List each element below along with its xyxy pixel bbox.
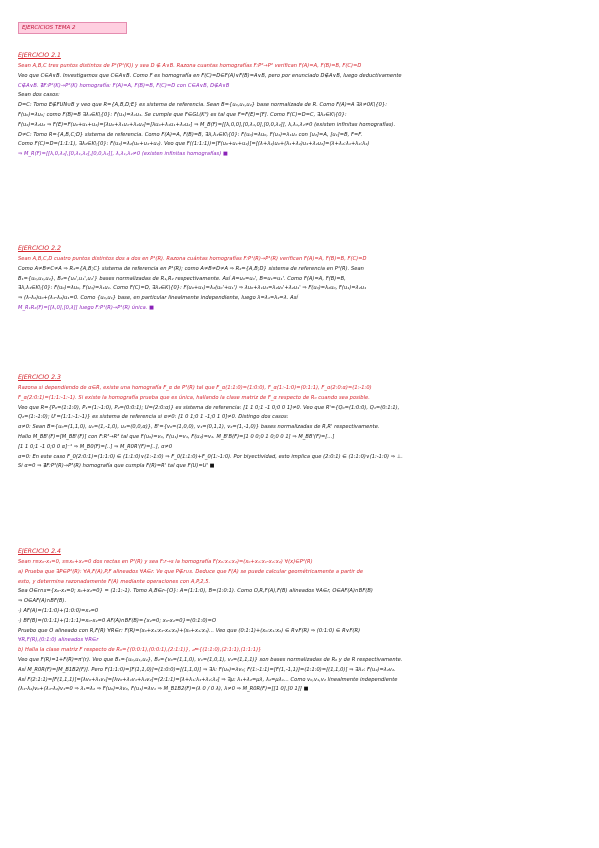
text-line: Pruebo que O alineado con R,F(R) ∀R∈r: F(R)=(x₀+x₁:x₁-x₂:x₂)+(x₀+x₁:x₁)... Veo que (0:1:1)+(x₀:x₁:x₂) ∈ R∨F(R) ⇒ (0:1:0) ∈ R∨F(R) bbox=[18, 627, 361, 634]
exercise-2-2 bbox=[18, 243, 589, 314]
text-line: F(u₀)=λu₀; como F(B)=B ∃λ₁∈K\{0}: F(u₁)=λ₁u₁. Se cumple que F∈GL(K³) es tal que F=F(E)=[F]. Como F(C)=D=C, ∃λ₂∈K\{0}: bbox=[18, 111, 347, 118]
text-line: ⇒ O∈AF(A)∩BF(B). bbox=[18, 598, 67, 605]
exercise-heading: EJERCICIO 2.4 bbox=[18, 548, 61, 555]
exercise-2-4 bbox=[18, 546, 589, 695]
text-line: Veo que F(R)=1+F(R)=π'(r). Veo que B₁={u₀,u₁,u₂}, B₂={v₀=(1,1,0), v₁=(1,0,1), v₂=(1,1,1)} son bases normalizadas de R₀ y de R respectivamente. bbox=[18, 656, 403, 663]
text-line: Como A≠B≠C≠A ⇒ R₁={A,B;C} sistema de referencia en P¹(R); como A≠B≠D≠A ⇒ R₂={A,B;D} sistema de referencia en P¹(R). Sean bbox=[18, 265, 364, 272]
text-line: [1 1 0;1 -1 0;0 0 α]⁻¹ ⇒ M_B0(F)=[..] ⇒ M_R0R'(F)=[..], α≠0 bbox=[18, 443, 173, 450]
text-line: ·) BF(B)=(0:1:1)+(1:1:1)=x₀-x₂=0 AF(A)∩BF(B)={x₂=0; x₀-x₂=0}=(0:1:0)=O bbox=[18, 617, 217, 624]
text-line: (λ₁-λ₂)v₀+(λ₁-λ₂)v₁=0 ⇒ λ₁=λ₂ ⇒ F(u₀)=λv₀, F(u₁)=λv₁ ⇒ M_B1B2(F)=(λ 0 / 0 λ), λ≠0 ⇒ M_R0R(F)=[[1 0],[0 1]] ■ bbox=[18, 686, 309, 693]
text-line: Hallo M_BB'(F)=[M_BB'(F)] con F:R³→R³ tal que F(u₀)=v₀, F(u₁)=v₁, F(u₂)=v₂. M_B'B(F)=[1 0 0;0 1 0;0 0 1] ⇒ M_BB'(F)=[...] bbox=[18, 433, 335, 440]
text-line: Sean dos casos: bbox=[18, 92, 60, 99]
text-line: α=0: En este caso F_0(2:0:1)=(1:1:0) ∈ (1:1:0)∨(1:-1:0) ⇒ F_0(1:1:0)+F_0(1:-1:0). Por biyectividad, esto implica que (2:0:1) ∈ (1:1:0)∨(1:-1:0) ⇒ ⊥. bbox=[18, 453, 403, 460]
text-line: Como F(C)=D=(1:1:1), ∃λ₂∈K\{0}: F(u₂)=λ₂(u₀+u₁+u₂). Veo que F((1:1:1))=[F(u₀+u₁+u₂)]=[(λ+λ₂)u₀+(λ₁+λ₂)u₁+λ₂u₂]=(λ+λ₂:λ₁+λ₂:λ₂) bbox=[18, 141, 370, 148]
text-line: F(u₂)=λ₂u₂ ⇒ F(E)=F(u₀+u₁+u₂)=[λu₀+λ₁u₁+λ₂u₂]=[λu₀+λ₁u₁+λ₂u₂] ⇒ M_B(F)=[[λ,0,0],[0,λ₁,0],[0,0,λ₂]], λ,λ₁,λ₂≠0 (existen infinitas homografías). bbox=[18, 121, 396, 128]
exercise-2-3 bbox=[18, 372, 589, 472]
text-line: ·) AF(A)=(1:1:0)+(1:0:0)=x₂=0 bbox=[18, 607, 99, 614]
text-line: ∀R,F(R),(0:1:0) alineados ∀R∈r bbox=[18, 637, 99, 644]
problem-statement: F_α(2:0:1)=(1:1:-1:-1). Si existe la homografía prueba que es única, hallando la clase matriz de F_α respecto de R₀ cuando sea posible. bbox=[18, 394, 370, 401]
text-line: C∉A∨B. ∄F:P²(K)→P²(K) homografía: F(A)=A, F(B)=B, F(C)=D con C∈A∨B, D∉A∨B bbox=[18, 82, 230, 89]
text-line: Si α=0 ⇒ ∄F:P³(R)→P³(R) homografía que cumpla F(R)=R' tal que F(U)=U' ■ bbox=[18, 463, 215, 470]
text-line: Q₂=(1:-1:0); U'=(1:1:-1:-1)} es sistema de referencia si α≠0: [1 0 1;0 1 -1;0 1 0]≠0. Distingo dos casos: bbox=[18, 414, 289, 421]
exercise-2-1 bbox=[18, 50, 589, 160]
text-line: ∃λ,λ₁∈K\{0}: F(u₀)=λu₀, F(u₁)=λ₁u₁. Como F(C)=D, ∃λ₂∈K\{0}: F(u₀+u₁)=λ₂(u₀'+u₁') ⇒ λu₀+λ₁u₁=λ₂u₀'+λ₂u₁' ⇒ F(u₀)=λ₂u₀, F(u₁)=λ₂u₁ bbox=[18, 285, 367, 292]
text-line: Veo que C∈A∨B. Investigamos que C∈A∨B. Como F es homografía en F(C)=D∈F(A)∨F(B)=A∨B, pero por enunciado D∉A∨B, luego deductivamente bbox=[18, 72, 402, 79]
exercise-heading: EJERCICIO 2.2 bbox=[18, 245, 61, 252]
document-title: EJERCICIOS TEMA 2 bbox=[18, 22, 127, 34]
text-line: B₁={u₀,u₁,u₂}, B₂={u₀',u₁',u₂'} bases normalizadas de R₁,R₂ respectivamente. Así A=u₀=u₀', B=u₁=u₁'. Como F(A)=A, F(B)=B, bbox=[18, 275, 346, 282]
text-line: α≠0: Sean B={u₀=(1,1,0), u₁=(1,-1,0), u₂=(0,0,α)}, B'={v₀=(1,0,0), v₁=(0,1,1), v₂=(1,-1,0)} bases normalizadas de R,R' respectivamente. bbox=[18, 424, 380, 431]
text-line: D≠C: Tomo R={A,B,C;D} sistema de referencia. Como F(A)=A, F(B)=B, ∃λ,λ₁∈K\{0}: F(u₀)=λu₀, F(u₁)=λ₁u₁ con [u₂]=A, [u₁]=B, F=F. bbox=[18, 131, 363, 138]
problem-statement: esto, y determina razonadamente F(A) mediante operaciones con A,P,2,5. bbox=[18, 578, 211, 585]
problem-statement: Sean A,B,C tres puntos distintos de P¹(P¹(K)) y sea D ∉ A∨B. Razona cuantas homografías F:P²→P² verifican F(A)=A, F(B)=B, F(C)=D bbox=[18, 63, 362, 69]
text-line: M_R₁R₂(F)=[[λ,0],[0,λ]] luego F:P¹(R)→P¹(R) única. ■ bbox=[18, 304, 154, 311]
problem-statement: Razona si dependiendo de α∈R, existe una homografía F_α de P³(R) tal que F_α(1:1:0)=(1:0:0), F_α(1:-1:0)=(0:1:1), F_α(2:0:α)=(1:-1:0) bbox=[18, 385, 372, 391]
problem-statement: a) Prueba que ∃P∈P²(R): ∀A,F(A),P,F alineados ∀A∈r. Ve que P∉r∪s. Deduce que F(A) se puede calcular geométricamente a partir de bbox=[18, 568, 364, 575]
text-line: D=C: Tomo E∉FUN∪B y veo que R={A,B,D;E} es sistema de referencia. Sean B={u₀,u₁,u₂} base normalizada de R. Como F(A)=A ∃λ≠0K\{0}: bbox=[18, 102, 388, 109]
problem-statement: b) Halla la clase matriz F respecto de R₀={(0:0:1),(0:0:1),(2:1:1)}, 𝒹={(1:1:0),(2:1:1),(1:1:1)} bbox=[18, 647, 262, 654]
text-line: Así F(2:1:1)=[F(1,1,1)]=[λv₀+λ₁v₁]=[λv₀+λ₁v₁+λ₂v₂]=(2:1:1)=[λ+λ₁:λ₁+λ₂:λ₂] ⇒ ∃μ: λ₁+λ₂=μλ, λ₂=μλ₁... Como v₀,v₁,v₂ linealmente independiente bbox=[18, 676, 398, 683]
text-line: ⇒ M_R(F)=[[λ,0,λ₂],[0,λ₁,λ₂],[0,0,λ₂]], λ,λ₁,λ₂≠0 (existen infinitas homografías) ■ bbox=[18, 151, 228, 158]
text-line: ⇒ (λ-λ₂)u₀+(λ₁-λ₂)u₁=0. Como {u₀,u₁} base, en particular linealmente independiente, luego λ=λ₁=λ₂=λ. Así bbox=[18, 295, 298, 302]
exercise-heading: EJERCICIO 2.1 bbox=[18, 52, 61, 59]
problem-statement: Sean A,B,C,D cuatro puntos distintos dos a dos en P¹(R). Razona cuántas homografías F:P¹(R)→P¹(R) verifican F(A)=A, F(B)=B, F(C)=D bbox=[18, 256, 367, 262]
text-line: Así M_R0R(F)=[M_B1B2(F)]. Pero F(1:1:0)=[F(1,1,0)]=(1:0:0)=[(1,1,0)] ⇒ ∃λ: F(u₀)=λv₀; F(1:-1:1)=[F(1,-1,1)]=(1:1:0)=[(1,1,0)] ⇒ ∃λ₂: F(u₂)=λ₂v₂. bbox=[18, 666, 396, 673]
exercise-heading: EJERCICIO 2.3 bbox=[18, 374, 61, 381]
text-line: Veo que R={P₀=(1:1:0), P₁=(1:-1:0), P₂=(0:0:1); U=(2:0:α)} es sistema de referencia: [1 1 0;1 -1 0;0 0 1]≠0. Veo que R'={Q₀=(1:0:0), Q₁=(0:1:1), bbox=[18, 404, 400, 411]
text-line: Sea O∈r∩s={x₀-x₁=0; x₀+x₂=0} = (1:1:-1). Tomo A,B∈r-{O}: A=(1:1:0), B=(1:0:1). Como O,R,F(A),F(B) alineados ∀A∈r, O∈AF(A)∩BF(B) bbox=[18, 588, 373, 595]
problem-statement: Sean r≡x₀-x₁=0, s≡x₀+x₂=0 dos rectas en P²(R) y sea F:r→s la homografía F(x₀:x₁:x₂)=(x₀+x₁:x₁-x₂:x₂) ∀(x)∈P²(R) bbox=[18, 559, 313, 565]
